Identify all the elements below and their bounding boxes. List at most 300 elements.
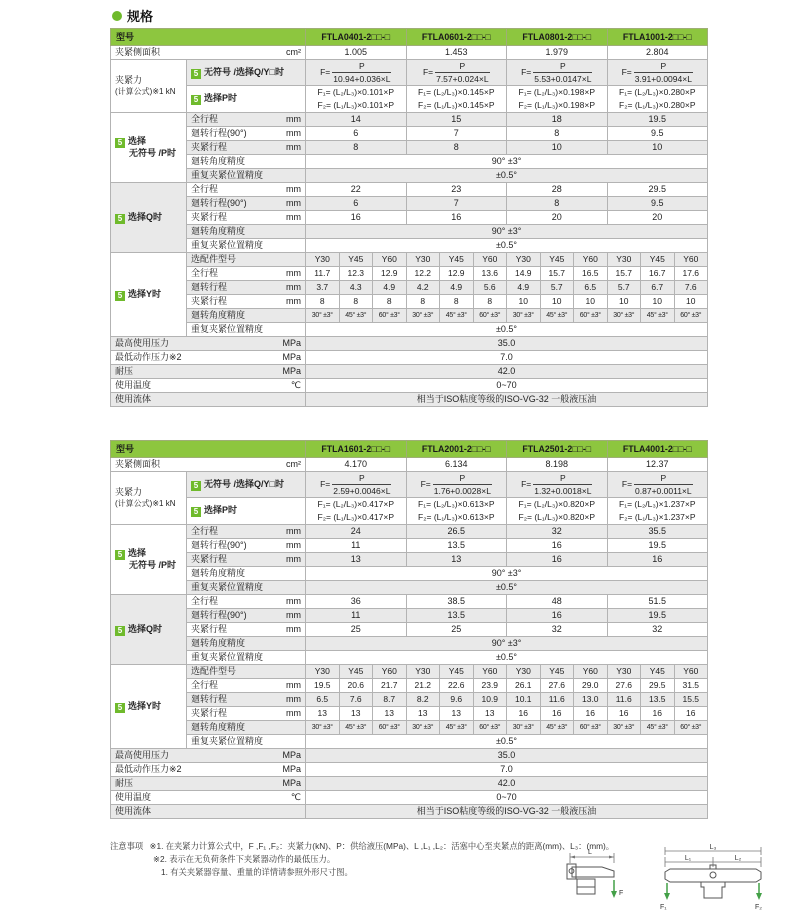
spec-value: 28: [507, 183, 608, 197]
spec-value: 22.6: [440, 679, 474, 693]
formula-f: F= $\frac{P}{5.53+0.0147\times L}$: [507, 60, 608, 86]
unit-label: MPa: [282, 750, 302, 760]
spec-value: Y45: [440, 253, 474, 267]
spec-value: 19.5: [607, 609, 708, 623]
unit-label: mm: [286, 282, 302, 292]
model-header-label: 型号: [111, 29, 306, 46]
spec-value: 11.6: [540, 693, 574, 707]
spec-value: 2.804: [607, 46, 708, 60]
spec-value: 8: [406, 295, 440, 309]
spec-value: 45° ±3°: [440, 309, 474, 323]
spec-value: 16: [507, 553, 608, 567]
row-label: 廻转角度精度: [187, 225, 306, 239]
spec-value: 60° ±3°: [373, 309, 407, 323]
unit-label: mm: [286, 184, 302, 194]
spec-value: 30° ±3°: [306, 721, 340, 735]
spec-value: 42.0: [306, 365, 708, 379]
section-label-y: 5 选择Y时: [111, 253, 187, 337]
unit-label: cm²: [286, 459, 302, 469]
row-label: 全行程 mm: [187, 113, 306, 127]
spec-value: 10: [507, 295, 541, 309]
notes-heading: 注意事项: [110, 841, 144, 851]
spec-value: 60° ±3°: [373, 721, 407, 735]
spec-value: 13.5: [641, 693, 675, 707]
spec-value: 8: [306, 295, 340, 309]
unit-label: mm: [286, 142, 302, 152]
spec-value: 10: [607, 295, 641, 309]
spec-value: 13: [440, 707, 474, 721]
model-digit-badge: 5: [191, 69, 201, 79]
spec-value: 12.37: [607, 458, 708, 472]
spec-value: 60° ±3°: [574, 721, 608, 735]
row-label: 廻转行程 mm: [187, 281, 306, 295]
spec-value: 7.6: [339, 693, 373, 707]
spec-value: 48: [507, 595, 608, 609]
row-label: 廻转行程(90°) mm: [187, 609, 306, 623]
model-digit-badge: 5: [115, 214, 125, 224]
spec-table-1: [110, 28, 708, 407]
dim-l-label: L: [588, 849, 592, 856]
formula-p: F₁= (L₂/L₃)×0.417×P F₂= (L₁/L₃)×0.417×P: [306, 498, 407, 525]
section-label-q: 5 选择Q时: [111, 595, 187, 665]
note-text: 在夹紧力计算公式中，F ,F₁ ,F₂：夹紧力(kN)、P：供给液压(MPa)、L ,L₁ ,L₂：活塞中心至夹紧点的距离(mm)、L₃：(mm)。: [165, 841, 615, 851]
spec-value: 23.9: [473, 679, 507, 693]
spec-value: 21.7: [373, 679, 407, 693]
formula-f: F= $\frac{P}{2.59+0.0046\times L}$: [306, 472, 407, 498]
spec-value: 8: [373, 295, 407, 309]
angle-value: 90° ±3°: [306, 155, 708, 169]
spec-value: 15.5: [674, 693, 708, 707]
spec-value: 45° ±3°: [540, 309, 574, 323]
spec-value: 1.453: [406, 46, 507, 60]
spec-value: 3.7: [306, 281, 340, 295]
spec-value: 13: [406, 707, 440, 721]
row-label: 5 选择P时: [187, 86, 306, 113]
row-label: 最高使用压力 MPa: [111, 749, 306, 763]
spec-value: Y60: [574, 253, 608, 267]
spec-value: Y30: [406, 253, 440, 267]
spec-value: 13.0: [574, 693, 608, 707]
model-code: FTLA1601-2□□-□: [306, 441, 407, 458]
spec-value: 29.0: [574, 679, 608, 693]
row-label: 使用流体: [111, 805, 306, 819]
spec-value: Y30: [607, 665, 641, 679]
spec-value: Y30: [306, 665, 340, 679]
row-label: 重复夹紧位置精度: [187, 651, 306, 665]
unit-label: mm: [286, 268, 302, 278]
row-label: 最高使用压力 MPa: [111, 337, 306, 351]
spec-value: 38.5: [406, 595, 507, 609]
row-label: 夹紧行程 mm: [187, 553, 306, 567]
row-label: 使用温度 ℃: [111, 791, 306, 805]
formula-p: F₁= (L₂/L₃)×0.101×P F₂= (L₁/L₃)×0.101×P: [306, 86, 407, 113]
formula-p: F₁= (L₂/L₃)×0.198×P F₂= (L₁/L₃)×0.198×P: [507, 86, 608, 113]
spec-value: Y45: [339, 253, 373, 267]
dim-l1-label: L₁: [684, 855, 692, 862]
spec-value: 32: [507, 525, 608, 539]
spec-value: 10.1: [507, 693, 541, 707]
row-label: 重复夹紧位置精度: [187, 239, 306, 253]
spec-table-2: [110, 440, 708, 819]
row-label: 使用温度 ℃: [111, 379, 306, 393]
spec-value: 4.2: [406, 281, 440, 295]
spec-value: 相当于ISO粘度等级的ISO-VG-32 一般液压油: [306, 805, 708, 819]
spec-value: 45° ±3°: [440, 721, 474, 735]
page-title-text: 规格: [127, 9, 154, 24]
spec-value: 8: [406, 141, 507, 155]
repeat-value: ±0.5°: [306, 169, 708, 183]
spec-value: 25: [306, 623, 407, 637]
row-label: 廻转行程(90°) mm: [187, 539, 306, 553]
force-f1-label: F₁: [660, 904, 667, 911]
spec-value: 60° ±3°: [574, 309, 608, 323]
spec-value: 11: [306, 609, 407, 623]
spec-value: 32: [607, 623, 708, 637]
spec-value: 17.6: [674, 267, 708, 281]
row-label: 夹紧侧面积 cm²: [111, 46, 306, 60]
spec-value: 8.2: [406, 693, 440, 707]
spec-value: Y30: [607, 253, 641, 267]
spec-value: Y60: [674, 253, 708, 267]
unit-label: mm: [286, 708, 302, 718]
spec-value: 30° ±3°: [406, 309, 440, 323]
model-code: FTLA2501-2□□-□: [507, 441, 608, 458]
spec-value: 13.5: [406, 609, 507, 623]
note-marker: ※1.: [149, 841, 164, 851]
spec-value: 8: [306, 141, 407, 155]
model-header-label: 型号: [111, 441, 306, 458]
spec-value: 45° ±3°: [641, 721, 675, 735]
spec-value: 30° ±3°: [306, 309, 340, 323]
unit-label: mm: [286, 596, 302, 606]
model-code: FTLA0601-2□□-□: [406, 29, 507, 46]
row-label: 耐压 MPa: [111, 365, 306, 379]
repeat-value: ±0.5°: [306, 581, 708, 595]
row-label: 廻转角度精度: [187, 309, 306, 323]
unit-label: cm²: [286, 47, 302, 57]
spec-value: Y45: [339, 665, 373, 679]
spec-value: 42.0: [306, 777, 708, 791]
spec-value: 32: [507, 623, 608, 637]
page-title: [112, 6, 153, 25]
spec-value: 9.5: [607, 127, 708, 141]
spec-value: 8: [507, 197, 608, 211]
table-header-row: [111, 29, 708, 46]
spec-value: 45° ±3°: [339, 309, 373, 323]
spec-value: 16: [507, 609, 608, 623]
spec-value: 13.5: [406, 539, 507, 553]
spec-value: 10: [641, 295, 675, 309]
spec-value: Y45: [540, 253, 574, 267]
formula-f: F= $\frac{P}{1.76+0.0028\times L}$: [406, 472, 507, 498]
spec-value: 6.5: [306, 693, 340, 707]
spec-value: 10: [607, 141, 708, 155]
spec-value: 13: [406, 553, 507, 567]
formula-f: F= $\frac{P}{7.57+0.024\times L}$: [406, 60, 507, 86]
model-digit-badge: 5: [115, 550, 125, 560]
spec-value: 60° ±3°: [674, 309, 708, 323]
spec-value: 13: [306, 707, 340, 721]
spec-value: 35.0: [306, 749, 708, 763]
spec-value: 0~70: [306, 379, 708, 393]
note-text: 有关夹紧器容量、重量的详情请参照外形尺寸图。: [170, 866, 353, 877]
unit-label: mm: [286, 526, 302, 536]
spec-value: 29.5: [641, 679, 675, 693]
spec-value: 9.6: [440, 693, 474, 707]
spec-value: 16.7: [641, 267, 675, 281]
spec-value: 26.5: [406, 525, 507, 539]
spec-value: 4.9: [373, 281, 407, 295]
unit-label: mm: [286, 296, 302, 306]
spec-value: 16: [607, 707, 641, 721]
row-label: 夹紧行程 mm: [187, 295, 306, 309]
spec-value: 7.6: [674, 281, 708, 295]
force-f-label: F: [619, 890, 624, 897]
row-label: 廻转行程 mm: [187, 693, 306, 707]
spec-value: 45° ±3°: [641, 309, 675, 323]
dim-l2-label: L₂: [734, 855, 742, 862]
diagram-single-arm: [567, 849, 623, 898]
unit-label: mm: [286, 212, 302, 222]
spec-value: 15: [406, 113, 507, 127]
angle-value: 90° ±3°: [306, 637, 708, 651]
spec-value: Y60: [473, 665, 507, 679]
spec-value: 1.979: [507, 46, 608, 60]
spec-value: 29.5: [607, 183, 708, 197]
spec-value: 20: [607, 211, 708, 225]
spec-value: 10: [540, 295, 574, 309]
model-code: FTLA1001-2□□-□: [607, 29, 708, 46]
spec-value: 30° ±3°: [607, 721, 641, 735]
section-label-nosym: 5 选择 无符号 /P时: [111, 113, 187, 183]
formula-p: F₁= (L₂/L₃)×1.237×P F₂= (L₁/L₃)×1.237×P: [607, 498, 708, 525]
spec-value: 36: [306, 595, 407, 609]
row-label: 5 无符号 /选择Q/Y□时: [187, 60, 306, 86]
unit-label: ℃: [290, 792, 302, 802]
spec-value: 35.0: [306, 337, 708, 351]
model-code: FTLA2001-2□□-□: [406, 441, 507, 458]
section-label-y: 5 选择Y时: [111, 665, 187, 749]
row-label: 使用流体: [111, 393, 306, 407]
spec-value: 10: [507, 141, 608, 155]
spec-value: 7: [406, 197, 507, 211]
spec-value: 8: [339, 295, 373, 309]
spec-value: 13: [473, 707, 507, 721]
spec-value: 13: [339, 707, 373, 721]
formula-p: F₁= (L₂/L₃)×0.145×P F₂= (L₁/L₃)×0.145×P: [406, 86, 507, 113]
spec-value: 12.3: [339, 267, 373, 281]
spec-value: 24: [306, 525, 407, 539]
spec-value: 30° ±3°: [607, 309, 641, 323]
unit-label: mm: [286, 198, 302, 208]
unit-label: mm: [286, 624, 302, 634]
spec-value: 4.3: [339, 281, 373, 295]
model-digit-badge: 5: [191, 507, 201, 517]
spec-value: 15.7: [607, 267, 641, 281]
model-digit-badge: 5: [115, 138, 125, 148]
unit-label: mm: [286, 680, 302, 690]
formula-f: F= $\frac{P}{3.91+0.0094\times L}$: [607, 60, 708, 86]
spec-value: Y60: [574, 665, 608, 679]
spec-value: 8: [473, 295, 507, 309]
model-digit-badge: 5: [191, 95, 201, 105]
model-code: FTLA0401-2□□-□: [306, 29, 407, 46]
note-marker: 1.: [161, 866, 168, 877]
spec-value: 0~70: [306, 791, 708, 805]
spec-value: 11.6: [607, 693, 641, 707]
spec-value: 6.7: [641, 281, 675, 295]
spec-value: 1.005: [306, 46, 407, 60]
spec-value: 12.9: [373, 267, 407, 281]
spec-value: 20: [507, 211, 608, 225]
spec-value: 4.9: [507, 281, 541, 295]
unit-label: mm: [286, 128, 302, 138]
model-code: FTLA0801-2□□-□: [507, 29, 608, 46]
spec-value: 26.1: [507, 679, 541, 693]
bullet-icon: [112, 11, 122, 21]
unit-label: MPa: [282, 366, 302, 376]
formula-f: F= $\frac{P}{10.94+0.036\times L}$: [306, 60, 407, 86]
row-label: 选配件型号: [187, 665, 306, 679]
model-digit-badge: 5: [115, 291, 125, 301]
note-marker: ※2.: [153, 853, 167, 864]
model-code: FTLA4001-2□□-□: [607, 441, 708, 458]
unit-label: ℃: [290, 380, 302, 390]
note-text: 表示在无负荷条件下夹紧器动作的最低压力。: [169, 853, 336, 864]
formula-p: F₁= (L₂/L₃)×0.613×P F₂= (L₁/L₃)×0.613×P: [406, 498, 507, 525]
unit-label: MPa: [282, 352, 302, 362]
angle-value: 90° ±3°: [306, 225, 708, 239]
unit-label: mm: [286, 694, 302, 704]
spec-value: 15.7: [540, 267, 574, 281]
spec-value: 19.5: [607, 539, 708, 553]
spec-value: 8: [507, 127, 608, 141]
spec-value: 16: [674, 707, 708, 721]
row-label: 廻转角度精度: [187, 721, 306, 735]
spec-value: 12.9: [440, 267, 474, 281]
model-digit-badge: 5: [115, 626, 125, 636]
spec-value: 11: [306, 539, 407, 553]
row-label: 廻转角度精度: [187, 155, 306, 169]
spec-value: 27.6: [607, 679, 641, 693]
spec-value: 30° ±3°: [507, 309, 541, 323]
spec-value: 60° ±3°: [473, 309, 507, 323]
spec-value: 4.170: [306, 458, 407, 472]
row-label: 全行程 mm: [187, 267, 306, 281]
repeat-value: ±0.5°: [306, 651, 708, 665]
row-label: 夹紧行程 mm: [187, 211, 306, 225]
spec-value: 60° ±3°: [473, 721, 507, 735]
row-label: 重复夹紧位置精度: [187, 323, 306, 337]
section-label-q: 5 选择Q时: [111, 183, 187, 253]
spec-value: 60° ±3°: [674, 721, 708, 735]
spec-value: 16: [507, 539, 608, 553]
spec-value: 9.5: [607, 197, 708, 211]
spec-value: 13: [306, 553, 407, 567]
spec-value: Y45: [540, 665, 574, 679]
spec-value: 13: [373, 707, 407, 721]
row-label: 夹紧行程 mm: [187, 623, 306, 637]
spec-value: Y60: [674, 665, 708, 679]
spec-value: Y45: [641, 665, 675, 679]
spec-value: 7.0: [306, 763, 708, 777]
spec-value: 13.6: [473, 267, 507, 281]
spec-value: 4.9: [440, 281, 474, 295]
unit-label: mm: [286, 610, 302, 620]
spec-value: 12.2: [406, 267, 440, 281]
spec-value: 5.7: [540, 281, 574, 295]
spec-value: Y30: [406, 665, 440, 679]
row-label: 选配件型号: [187, 253, 306, 267]
force-f2-label: F₂: [755, 904, 762, 911]
diagram-double-arm: [660, 844, 762, 911]
spec-value: Y30: [507, 665, 541, 679]
row-label: 全行程 mm: [187, 525, 306, 539]
row-label: 廻转行程(90°) mm: [187, 127, 306, 141]
spec-value: 20.6: [339, 679, 373, 693]
dim-l3-label: L₃: [709, 844, 717, 851]
spec-value: 27.6: [540, 679, 574, 693]
spec-value: 35.5: [607, 525, 708, 539]
row-label: 全行程 mm: [187, 183, 306, 197]
angle-value: 90° ±3°: [306, 567, 708, 581]
spec-value: 8.198: [507, 458, 608, 472]
row-label: 重复夹紧位置精度: [187, 735, 306, 749]
spec-value: 10.9: [473, 693, 507, 707]
row-label: 廻转角度精度: [187, 567, 306, 581]
unit-label: mm: [286, 554, 302, 564]
repeat-value: ±0.5°: [306, 735, 708, 749]
spec-value: 18: [507, 113, 608, 127]
row-label: 最低动作压力※2 MPa: [111, 351, 306, 365]
repeat-value: ±0.5°: [306, 323, 708, 337]
spec-value: 11.7: [306, 267, 340, 281]
row-label: 全行程 mm: [187, 679, 306, 693]
spec-value: 16: [540, 707, 574, 721]
spec-value: 19.5: [306, 679, 340, 693]
row-label: 5 选择P时: [187, 498, 306, 525]
row-label: 最低动作压力※2 MPa: [111, 763, 306, 777]
spec-value: 45° ±3°: [339, 721, 373, 735]
spec-value: 6: [306, 127, 407, 141]
spec-value: 45° ±3°: [540, 721, 574, 735]
row-label: 夹紧行程 mm: [187, 707, 306, 721]
spec-value: 7: [406, 127, 507, 141]
spec-value: 21.2: [406, 679, 440, 693]
spec-value: 31.5: [674, 679, 708, 693]
spec-value: 10: [674, 295, 708, 309]
spec-value: 7.0: [306, 351, 708, 365]
unit-label: mm: [286, 114, 302, 124]
row-label: 重复夹紧位置精度: [187, 169, 306, 183]
model-digit-badge: 5: [115, 703, 125, 713]
unit-label: MPa: [282, 778, 302, 788]
row-label: 夹紧侧面积 cm²: [111, 458, 306, 472]
spec-value: 6.134: [406, 458, 507, 472]
spec-value: 16: [406, 211, 507, 225]
repeat-value: ±0.5°: [306, 239, 708, 253]
spec-value: 23: [406, 183, 507, 197]
formula-f: F= $\frac{P}{0.87+0.0011\times L}$: [607, 472, 708, 498]
spec-value: 14: [306, 113, 407, 127]
model-digit-badge: 5: [191, 481, 201, 491]
formula-p: F₁= (L₂/L₃)×0.820×P F₂= (L₁/L₃)×0.820×P: [507, 498, 608, 525]
spec-value: 10: [574, 295, 608, 309]
spec-value: 16.5: [574, 267, 608, 281]
spec-value: 16: [574, 707, 608, 721]
spec-value: 51.5: [607, 595, 708, 609]
row-label: 全行程 mm: [187, 595, 306, 609]
